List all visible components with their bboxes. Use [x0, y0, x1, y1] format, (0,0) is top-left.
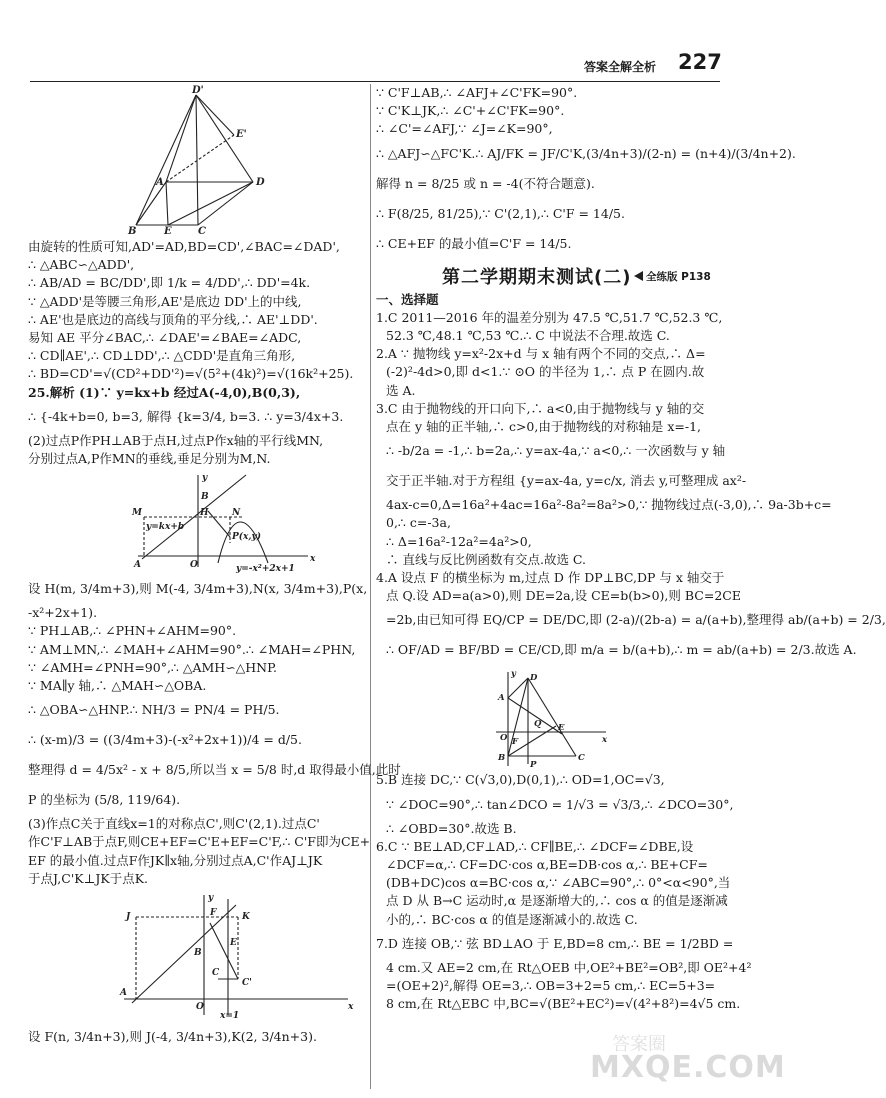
q1-line: 52.3 ℃,48.1 ℃,53 ℃.∴ C 中说法不合理.故选 C.: [386, 328, 670, 344]
fig4-label: B: [498, 753, 506, 764]
fig3-label: C: [212, 968, 220, 979]
q5-line: ∵ ∠DOC=90°,∴ tan∠DCO = 1/√3 = √3/3,∴ ∠DCO=30°,: [386, 796, 734, 812]
q4-line: 点 Q.设 AD=a(a>0),则 DE=2a,设 CE=b(b>0),则 BC=2CE: [386, 588, 741, 604]
q5-line: 5.B 连接 DC,∵ C(√3,0),D(0,1),∴ OD=1,OC=√3,: [376, 772, 665, 788]
fig3-label: B: [194, 948, 202, 959]
fig1-label: D: [256, 177, 265, 188]
fig3-label: O: [196, 1002, 204, 1013]
q2-line: 2.A ∵ 抛物线 y=x²-2x+d 与 x 轴有两个不同的交点,∴ Δ=: [376, 346, 706, 362]
page-header: [0, 0, 750, 84]
fig1-label: E: [164, 226, 172, 237]
text-line: 于点J,C'K⊥JK于点K.: [28, 870, 149, 886]
text-line: (3)作点C关于直线x=1的对称点C',则C'(2,1).过点C': [28, 816, 320, 832]
text-line: 设 H(m, 3/4m+3),则 M(-4, 3/4m+3),N(x, 3/4m+3),P(x,: [28, 581, 368, 597]
watermark-sub: 答案圈: [612, 1034, 666, 1055]
q2-line: (-2)²-4d>0,即 d<1.∵ ⊙O 的半径为 1,∴ 点 P 在圆内.故: [386, 364, 705, 380]
fig1-label: E': [236, 129, 247, 140]
text-line: ∴ CE+EF 的最小值=C'F = 14/5.: [376, 235, 572, 251]
text-line: 由旋转的性质可知,AD'=AD,BD=CD',∠BAC=∠DAD',: [28, 239, 340, 254]
fig4-label: Q: [534, 719, 542, 730]
text-line: ∵ C'K⊥JK,∴ ∠C'+∠C'FK=90°.: [376, 103, 565, 119]
section-ref: 全练版 P138: [646, 270, 711, 283]
fig3-label: E: [230, 938, 237, 949]
fig4-label: A: [498, 693, 505, 704]
fig1-label: A: [156, 177, 164, 188]
fig2-label: O: [190, 560, 198, 571]
text-line: (2)过点P作PH⊥AB于点H,过点P作x轴的平行线MN,: [28, 432, 324, 448]
text-line: ∴ AE'也是底边的高线与顶角的平分线,∴ AE'⊥DD'.: [28, 311, 318, 327]
fig4-label: y: [511, 669, 516, 680]
text-line: ∴ BD=CD'=√(CD²+DD'²)=√(5²+(4k)²)=√(16k²+25).: [28, 366, 354, 382]
text-line: EF 的最小值.过点F作JK∥x轴,分别过点A,C'作AJ⊥JK: [28, 852, 323, 868]
q6-line: 点 D 从 B→C 运动时,α 是逐渐增大的,∴ cos α 的值是逐渐减: [386, 893, 728, 909]
text-line: 设 F(n, 3/4n+3),则 J(-4, 3/4n+3),K(2, 3/4n+3).: [28, 1029, 317, 1045]
q4-line: ∴ OF/AD = BF/BD = CE/CD,即 m/a = b/(a+b),∴ m = ab/(a+b) = 2/3.故选 A.: [386, 642, 857, 658]
column-divider: [370, 84, 371, 1089]
text-line: ∴ AB/AD = BC/DD',即 1/k = 4/DD',∴ DD'=4k.: [28, 275, 311, 291]
q3-line: ∴ Δ=16a²-12a²=4a²>0,: [386, 533, 532, 549]
header-rule: [30, 81, 720, 82]
fig2-label: y=-x²+2x+1: [236, 564, 295, 575]
arrow-icon: [634, 271, 643, 281]
text-line: ∵ MA∥y 轴,∴ △MAH∽△OBA.: [28, 678, 207, 694]
fig3-label: J: [126, 912, 131, 923]
q2-line: 选 A.: [386, 382, 416, 398]
fig4-label: C: [578, 753, 585, 764]
text-line: 作C'F⊥AB于点F,则CE+EF=C'E+EF=C'F,∴ C'F即为CE+: [28, 834, 371, 850]
q3-line: 4ax-c=0,Δ=16a²+4ac=16a²-8a²=8a²>0,∵ 抛物线过点(-3,0),∴ 9a-3b+c=: [386, 497, 832, 513]
fig2-label: A: [134, 560, 141, 571]
text-line: ∴ (x-m)/3 = ((3/4m+3)-(-x²+2x+1))/4 = d/5.: [28, 732, 302, 748]
fig2-label: y=kx+b: [146, 522, 185, 533]
text-line: ∴ △AFJ∽△FC'K.∴ AJ/FK = JF/C'K,(3/4n+3)/(2-n) = (n+4)/(3/4n+2).: [376, 145, 796, 161]
fig3-label: y: [208, 893, 214, 904]
q6-line: 小的,∴ BC·cos α 的值是逐渐减小的.故选 C.: [386, 911, 638, 927]
text-line: ∴ CD∥AE',∴ CD⊥DD',∴ △CDD'是直角三角形,: [28, 348, 296, 364]
q3-line: 点在 y 轴的正半轴,∴ c>0,由于抛物线的对称轴是 x=-1,: [386, 419, 702, 435]
part-heading: 一、选择题: [376, 291, 439, 307]
text-line: ∴ {-4k+b=0, b=3, 解得 {k=3/4, b=3. ∴ y=3/4x+3.: [28, 408, 344, 424]
fig3-label: x: [348, 1002, 354, 1013]
q3-line: 3.C 由于抛物线的开口向下,∴ a<0,由于抛物线与 y 轴的交: [376, 400, 705, 416]
q6-line: (DB+DC)cos α=BC·cos α,∵ ∠ABC=90°,∴ 0°<α<90°,当: [386, 875, 731, 891]
q3-line: ∴ -b/2a = -1,∴ b=2a,∴ y=ax-4a,∵ a<0,∴ 一次函数与 y 轴: [386, 443, 726, 459]
text-line: -x²+2x+1).: [28, 605, 98, 621]
page-number: 227: [678, 50, 722, 74]
fig1-label: C: [198, 226, 206, 237]
fig3-label: x=1: [220, 1011, 240, 1022]
fig2-label: H: [200, 508, 209, 519]
right-column: [376, 84, 886, 1013]
fig4-label: D: [530, 673, 538, 684]
fig2-label: B: [201, 492, 209, 503]
fig3-label: F: [210, 908, 217, 919]
q3-line: ∴ 直线与反比例函数有交点.故选 C.: [386, 551, 587, 567]
q6-line: 6.C ∵ BE⊥AD,CF⊥AD,∴ CF∥BE,∴ ∠DCF=∠DBE,设: [376, 838, 694, 854]
fig4-label: F: [512, 737, 519, 748]
text-line: ∴ F(8/25, 81/25),∵ C'(2,1),∴ C'F = 14/5.: [376, 205, 625, 221]
q1-line: 1.C 2011—2016 年的温差分别为 47.5 ℃,51.7 ℃,52.3 ℃,: [376, 309, 723, 325]
text-line: ∵ C'F⊥AB,∴ ∠AFJ+∠C'FK=90°.: [376, 85, 578, 100]
fig4-label: E: [558, 723, 565, 734]
figure-parabola-line: [68, 471, 328, 575]
q5-line: ∴ ∠OBD=30°.故选 B.: [386, 820, 517, 836]
text-line: ∴ ∠C'=∠AFJ,∵ ∠J=∠K=90°,: [376, 121, 553, 137]
q6-line: ∠DCF=α,∴ CF=DC·cos α,BE=DB·cos α,∴ BE+CF=: [386, 857, 708, 873]
text-line: ∴ △OBA∽△HNP.∴ NH/3 = PN/4 = PH/5.: [28, 702, 280, 718]
figure-reflection: [118, 891, 358, 1022]
q7-line: =(OE+2)²,解得 OE=3,∴ OB=3+2=5 cm,∴ EC=5+3=: [386, 978, 716, 994]
fig1-label: D': [192, 85, 204, 96]
fig3-label: A: [120, 988, 127, 999]
text-line: ∵ PH⊥AB,∴ ∠PHN+∠AHM=90°.: [28, 623, 237, 639]
figure-coordinate-geometry: [492, 668, 612, 771]
text-line: ∵ ∠AMH=∠PNH=90°,∴ △AMH∽△HNP.: [28, 659, 277, 675]
fig3-label: K: [242, 912, 250, 923]
q4-line: =2b,由已知可得 EQ/CP = DE/DC,即 (2-a)/(2b-a) = a/(a+b),整理得 ab/(a+b) = 2/3,: [386, 612, 886, 628]
q7-line: 4 cm.又 AE=2 cm,在 Rt△OEB 中,OE²+BE²=OB²,即 OE²+4²: [386, 959, 752, 975]
q7-line: 8 cm,在 Rt△EBC 中,BC=√(BE²+EC²)=√(4²+8²)=4√5 cm.: [386, 996, 741, 1012]
section-title: [376, 263, 722, 291]
fig3-label: C': [242, 978, 252, 989]
q3-line: 0,∴ c=-3a,: [386, 515, 451, 531]
q7-line: 7.D 连接 OB,∵ 弦 BD⊥AO 于 E,BD=8 cm,∴ BE = 1/2BD =: [376, 935, 734, 951]
fig2-label: x: [310, 554, 316, 565]
text-line: ∵ △ADD'是等腰三角形,AE'是底边 DD'上的中线,: [28, 293, 302, 309]
fig4-label: x: [602, 735, 608, 746]
text-line: 整理得 d = 4/5x² - x + 8/5,所以当 x = 5/8 时,d 取得最小值,此时: [28, 762, 401, 778]
text-line: P 的坐标为 (5/8, 119/64).: [28, 792, 181, 808]
question-25-heading: 25.解析 (1)∵ y=kx+b 经过A(-4,0),B(0,3),: [28, 384, 301, 400]
section-label: 答案全解全析: [584, 60, 657, 74]
text-line: 分别过点A,P作MN的垂线,垂足分别为M,N.: [28, 451, 271, 467]
figure-triangle-rotation: [28, 87, 268, 235]
fig4-label: P: [530, 760, 537, 771]
fig2-label: N: [232, 508, 241, 519]
text-line: 解得 n = 8/25 或 n = -4(不符合题意).: [376, 175, 595, 191]
fig2-label: M: [132, 508, 142, 519]
q3-line: 交于正半轴.对于方程组 {y=ax-4a, y=c/x, 消去 y,可整理成 ax²-: [386, 473, 747, 489]
fig1-label: B: [128, 226, 137, 237]
section-title-text: 第二学期期末测试(二): [442, 266, 632, 288]
text-line: ∵ AM⊥MN,∴ ∠MAH+∠AHM=90°.∴ ∠MAH=∠PHN,: [28, 641, 356, 657]
fig4-label: O: [500, 733, 508, 744]
q4-line: 4.A 设点 F 的横坐标为 m,过点 D 作 DP⊥BC,DP 与 x 轴交于: [376, 570, 725, 586]
text-line: ∴ △ABC∽△ADD',: [28, 257, 135, 273]
fig2-label: P(x,y): [232, 532, 262, 543]
fig2-label: y: [202, 473, 208, 484]
watermark: MXQE.COM: [590, 1050, 786, 1085]
text-line: 易知 AE 平分∠BAC,∴ ∠DAE'=∠BAE=∠ADC,: [28, 330, 302, 346]
